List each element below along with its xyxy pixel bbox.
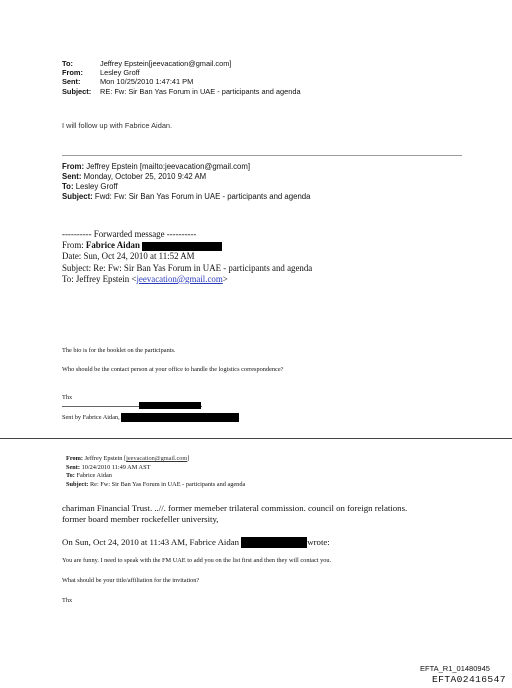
email-link[interactable]: jeevacation@gmail.com — [136, 273, 223, 284]
to-prefix: To: Jeffrey Epstein < — [62, 273, 137, 284]
quoted-email-header — [66, 455, 245, 489]
forwarded-from-row — [62, 240, 312, 251]
header-from-row — [62, 68, 301, 77]
subject-label: Subject: — [62, 192, 93, 201]
redaction-block — [121, 413, 239, 422]
header-to-row — [62, 59, 301, 68]
email-header-1 — [62, 59, 301, 96]
redaction-block — [142, 242, 222, 251]
sent-label: Sent: — [62, 172, 82, 181]
from-label: From: — [62, 162, 85, 171]
divider-line — [62, 155, 462, 156]
page-divider — [0, 438, 512, 439]
redaction-block — [241, 537, 307, 548]
forwarded-date: Date: Sun, Oct 24, 2010 at 11:52 AM — [62, 251, 195, 262]
to-value: Lesley Groff — [73, 182, 118, 191]
efta-id: EFTA02416547 — [432, 674, 506, 685]
subject-label: Subject: — [66, 480, 89, 488]
body-line: You are funny. I need to speak with the FM UAE to add you on the list first and then they will contact you. — [62, 557, 332, 564]
subject-value: Re: Fw: Sir Ban Yas Forum in UAE - participants and agenda — [88, 480, 246, 488]
efta-r1-id: EFTA_R1_01480945 — [420, 664, 490, 673]
to-value: Jeffrey Epstein[jeevacation@gmail.com] — [100, 59, 232, 68]
email-header-2 — [62, 162, 310, 202]
from-label: From: — [62, 68, 83, 78]
body-line: Who should be the contact person at your office to handle the logistics correspondence? — [62, 366, 284, 373]
from-label: From: — [62, 240, 86, 251]
thx-text: Thx — [62, 394, 73, 401]
thx-text: Thx — [62, 597, 73, 604]
header-subject-row — [62, 87, 301, 96]
from-suffix: ] — [187, 455, 190, 462]
subject-label: Subject: — [62, 86, 92, 96]
sent-by-text: Sent by Fabrice Aidan, — [62, 413, 120, 421]
from-name: Fabrice Aidan — [85, 240, 140, 251]
to-label: To: — [66, 472, 75, 480]
sent-label: Sent: — [66, 463, 80, 471]
on-sun-line — [62, 537, 330, 548]
body-line: What should be your title/affiliation for the invitation? — [62, 577, 200, 584]
forwarded-message-header — [62, 229, 312, 285]
sent-value: 10/24/2010 11:49 AM AST — [80, 463, 151, 471]
forwarded-subject: Subject: Re: Fw: Sir Ban Yas Forum in UAE - participants and agenda — [62, 262, 313, 273]
forwarded-to-row — [62, 274, 312, 285]
on-sun-prefix: On Sun, Oct 24, 2010 at 11:43 AM, Fabrice Aidan — [62, 537, 242, 547]
from-value: Lesley Groff — [100, 68, 140, 78]
sent-value: Mon 10/25/2010 1:47:41 PM — [100, 77, 194, 87]
on-sun-suffix: wrote: — [307, 537, 330, 547]
reply-line: former board member rockefeller university, — [62, 514, 219, 524]
to-suffix: > — [222, 273, 228, 284]
message-body-1: I will follow up with Fabrice Aidan. — [62, 121, 173, 130]
email-link[interactable]: jeevacation@gmail.com — [126, 455, 188, 462]
from-label: From: — [66, 455, 84, 462]
reply-line: chariman Financial Trust. ..//. former memeber trilateral commission. council on foreign relations. — [62, 503, 408, 513]
sent-value: Monday, October 25, 2010 9:42 AM — [81, 172, 207, 181]
sent-label: Sent: — [62, 77, 81, 87]
to-label: To: — [62, 182, 74, 191]
redaction-block — [139, 402, 201, 409]
sent-by-row — [62, 413, 239, 422]
from-value: Jeffrey Epstein [mailto:jeevacation@gmail.com] — [84, 162, 251, 171]
subject-value: RE: Fw: Sir Ban Yas Forum in UAE - participants and agenda — [100, 86, 301, 96]
body-line: The bio is for the booklet on the participants. — [62, 347, 176, 354]
to-label: To: — [62, 59, 73, 68]
header-sent-row — [62, 77, 301, 86]
reply-text — [62, 503, 407, 525]
from-prefix: Jeffrey Epstein [ — [83, 455, 127, 462]
forwarded-divider: ---------- Forwarded message ---------- — [62, 229, 197, 239]
to-value: Fabrice Aidan — [74, 472, 112, 480]
subject-value: Fwd: Fw: Sir Ban Yas Forum in UAE - participants and agenda — [92, 192, 311, 201]
